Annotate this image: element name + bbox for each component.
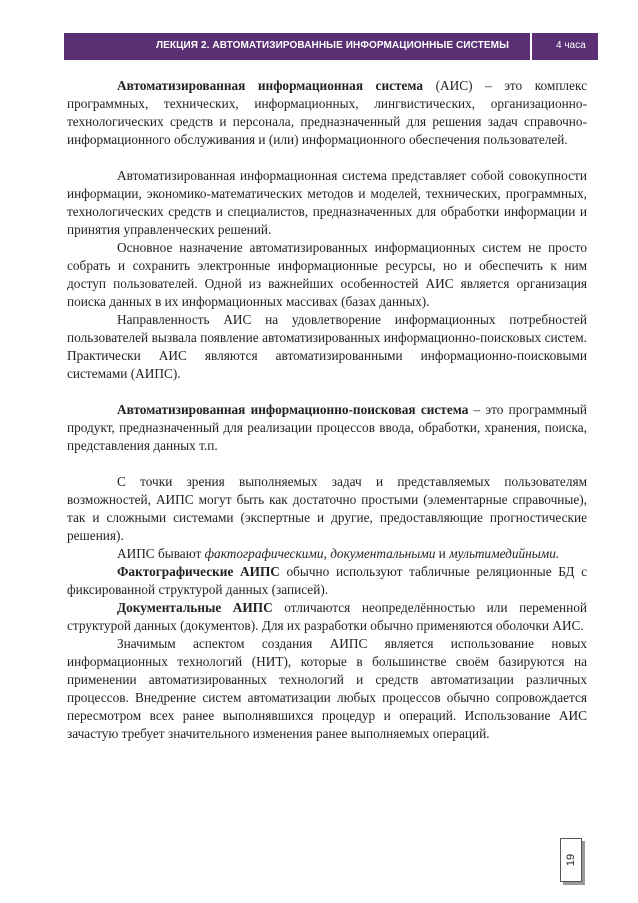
paragraph-aips-types bbox=[67, 545, 587, 563]
paragraph-factographic bbox=[67, 563, 587, 599]
aips-definition-text: – это программный продукт, предназначенный для реализации процессов ввода, обработки, хранения, поиска, представления данных т.п. bbox=[67, 402, 587, 453]
type-multimedia: мультимедийными. bbox=[449, 546, 560, 561]
paragraph-aips-emergence: Направленность АИС на удовлетворение информационных потребностей пользователей вызвала появление автоматизированных информационно-поисковых систем. Практически АИС являются автоматизированными информационно-поисковыми системами (АИПС). bbox=[67, 312, 587, 381]
lecture-content bbox=[67, 77, 587, 743]
paragraph-ais-definition bbox=[67, 77, 587, 149]
paragraph-nit: Значимым аспектом создания АИПС является использование новых информационных технологий (НИТ), которые в большинстве своём базируются на применении автоматизированных технологий и средств автоматизации различных процессов. Внедрение систем автоматизации любых процессов обычно сопровождается пересмотром всех ранее выполнявшихся процедур и операций. Использование АИС зачастую требует значительного изменения ранее выполняемых операций. bbox=[67, 636, 587, 741]
paragraph-aips-complexity: С точки зрения выполняемых задач и представляемых пользователям возможностей, АИПС могут быть как достаточно простыми (элементарные справочные), так и сложными системами (экспертные и другие, предоставляющие прогностические решения). bbox=[67, 474, 587, 543]
paragraph-aips-definition bbox=[67, 401, 587, 455]
types-separator: и bbox=[435, 546, 450, 561]
documentary-text: отличаются неопределённостью или переменной структурой данных (документов). Для их разработки обычно применяются оболочки АИС. bbox=[67, 600, 587, 633]
paragraph-ais-purpose: Основное назначение автоматизированных информационных систем не просто собрать и сохранить электронные информационные ресурсы, но и обеспечить к ним доступ пользователей. Одной из важнейших особенностей АИС является организация поиска данных в их информационных массивах (базах данных). bbox=[67, 240, 587, 309]
term-factographic: Фактографические АИПС bbox=[117, 564, 280, 579]
page-number: 19 bbox=[565, 853, 577, 867]
ais-definition-text: (АИС) – это комплекс программных, технических, информационных, лингвистических, организационно-технологических средств и персонала, предназначенный для решения задач справочно-информационного обслуживания и (или) информационного обеспечения пользователей. bbox=[67, 78, 587, 147]
type-documentary: документальными bbox=[330, 546, 436, 561]
factographic-text: обычно используют табличные реляционные БД с фиксированной структурой данных (записей). bbox=[67, 564, 587, 597]
aips-types-lead: АИПС бывают bbox=[117, 546, 205, 561]
term-documentary: Документальные АИПС bbox=[117, 600, 273, 615]
term-ais: Автоматизированная информационная система bbox=[117, 78, 424, 93]
header-bar bbox=[64, 33, 598, 60]
page-number-box bbox=[560, 838, 582, 882]
term-aips: Автоматизированная информационно-поисковая система bbox=[117, 402, 469, 417]
types-separator: , bbox=[323, 546, 331, 561]
lecture-title: ЛЕКЦИЯ 2. АВТОМАТИЗИРОВАННЫЕ ИНФОРМАЦИОННЫЕ СИСТЕМЫ bbox=[156, 40, 509, 51]
type-factographic: фактографическими bbox=[204, 546, 324, 561]
paragraph-documentary bbox=[67, 599, 587, 635]
header-divider bbox=[530, 33, 532, 60]
lecture-hours: 4 часа bbox=[556, 40, 586, 51]
paragraph-ais-composition: Автоматизированная информационная система представляет собой совокупности информации, экономико-математических методов и моделей, технических, программных, технологических средств и специалистов, предназначенных для обработки информации и принятия управленческих решений. bbox=[67, 168, 587, 237]
